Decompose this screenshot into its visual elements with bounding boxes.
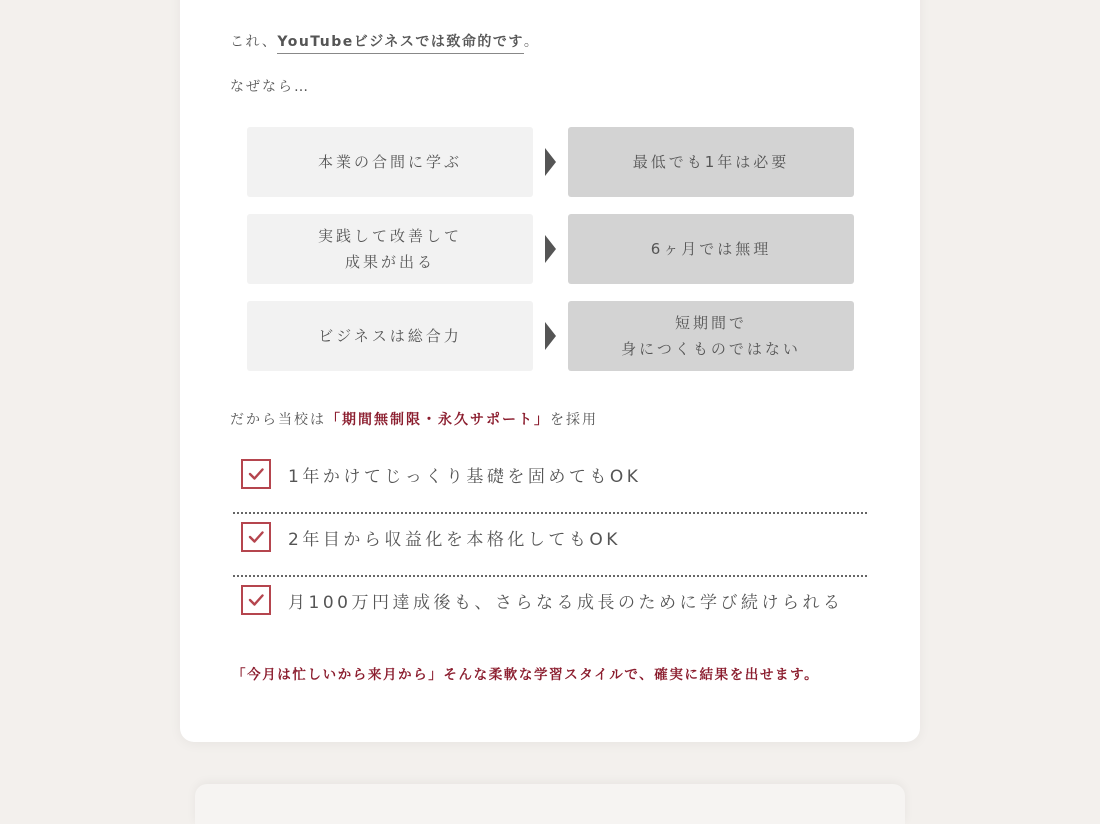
policy-suffix: を採用 bbox=[550, 412, 598, 428]
cause-box bbox=[247, 127, 533, 197]
checkbox bbox=[241, 522, 271, 552]
cause-text-line: 本業の合間に学ぶ bbox=[317, 153, 462, 171]
intro-suffix: 。 bbox=[523, 34, 540, 50]
cause-text-line: 実践して改善して bbox=[317, 227, 462, 245]
checklist-text: 1年かけてじっくり基礎を固めてもOK bbox=[288, 467, 642, 487]
result-text-line: 最低でも1年は必要 bbox=[632, 153, 790, 171]
intro-text bbox=[230, 31, 539, 51]
checkbox bbox=[241, 585, 271, 615]
checkmark-icon bbox=[247, 591, 265, 609]
result-text-line: 6ヶ月では無理 bbox=[650, 240, 772, 258]
triangle-right-icon bbox=[545, 235, 556, 263]
triangle-right-icon bbox=[545, 148, 556, 176]
result-box bbox=[568, 127, 854, 197]
policy-emphasis: 「期間無制限・永久サポート」 bbox=[326, 412, 550, 428]
flow-row bbox=[247, 214, 854, 284]
checklist-text: 2年目から収益化を本格化してもOK bbox=[288, 530, 621, 550]
policy-text bbox=[230, 409, 598, 429]
checklist-text: 月100万円達成後も、さらなる成長のために学び続けられる bbox=[288, 593, 844, 613]
intro-prefix: これ、 bbox=[230, 34, 278, 50]
result-text-line: 身につくものではない bbox=[621, 340, 801, 358]
why-label: なぜなら… bbox=[230, 79, 310, 95]
result-text-line: 短期間で bbox=[674, 314, 747, 332]
checkmark-icon bbox=[247, 528, 265, 546]
checklist-item bbox=[233, 450, 867, 514]
policy-prefix: だから当校は bbox=[230, 412, 326, 428]
cause-text-line: 成果が出る bbox=[344, 253, 435, 271]
next-section-card bbox=[195, 784, 905, 824]
result-box bbox=[568, 214, 854, 284]
checklist-item bbox=[233, 576, 867, 638]
checkmark-icon bbox=[247, 465, 265, 483]
cause-text-line: ビジネスは総合力 bbox=[318, 327, 462, 345]
intro-underlined: YouTubeビジネスでは致命的です bbox=[277, 34, 524, 54]
flow-row bbox=[247, 127, 854, 197]
cause-box bbox=[247, 301, 533, 371]
result-box bbox=[568, 301, 854, 371]
checklist-item bbox=[233, 513, 867, 577]
checkbox bbox=[241, 459, 271, 489]
flow-row bbox=[247, 301, 854, 371]
triangle-right-icon bbox=[545, 322, 556, 350]
cause-box bbox=[247, 214, 533, 284]
closing-message: 「今月は忙しいから来月から」そんな柔軟な学習スタイルで、確実に結果を出せます。 bbox=[232, 667, 820, 683]
